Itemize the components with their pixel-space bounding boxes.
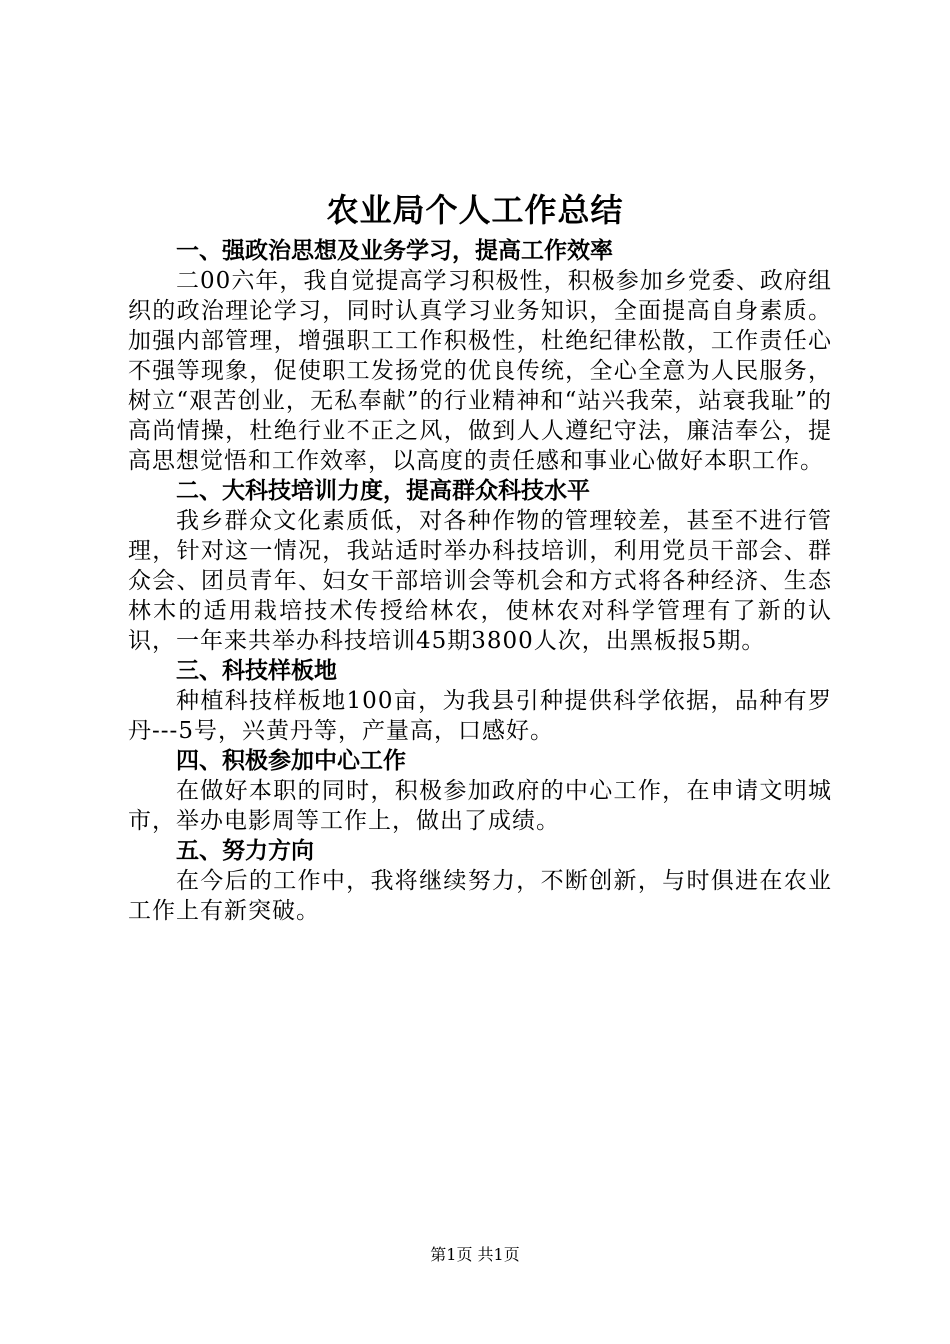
page-footer: 第1页 共1页 bbox=[430, 1245, 520, 1264]
document-title: 农业局个人工作总结 bbox=[326, 191, 624, 229]
section-heading: 一、强政治思想及业务学习，提高工作效率 bbox=[176, 238, 613, 264]
section-heading: 四、积极参加中心工作 bbox=[176, 748, 406, 774]
section-heading: 二、大科技培训力度，提高群众科技水平 bbox=[176, 478, 590, 504]
section-1 bbox=[128, 236, 832, 476]
document-body bbox=[128, 236, 832, 926]
section-paragraph: 种植科技样板地100亩，为我县引种提供科学依据，品种有罗丹---5号，兴黄丹等，产量高，口感好。 bbox=[128, 688, 832, 744]
section-heading: 三、科技样板地 bbox=[176, 658, 337, 684]
section-2 bbox=[128, 476, 832, 656]
section-5 bbox=[128, 836, 832, 926]
section-heading: 五、努力方向 bbox=[176, 838, 314, 864]
section-paragraph: 在做好本职的同时，积极参加政府的中心工作，在申请文明城市，举办电影周等工作上，做出了成绩。 bbox=[128, 778, 832, 834]
section-paragraph: 我乡群众文化素质低，对各种作物的管理较差，甚至不进行管理，针对这一情况，我站适时举办科技培训，利用党员干部会、群众会、团员青年、妇女干部培训会等机会和方式将各种经济、生态林木的适用栽培技术传授给林农，使林农对科学管理有了新的认识，一年来共举办科技培训45期3800人次，出黑板报5期。 bbox=[128, 508, 832, 654]
section-paragraph: 二00六年，我自觉提高学习积极性，积极参加乡党委、政府组织的政治理论学习，同时认真学习业务知识，全面提高自身素质。加强内部管理，增强职工工作积极性，杜绝纪律松散，工作责任心不强等现象，促使职工发扬党的优良传统，全心全意为人民服务，树立“艰苦创业，无私奉献”的行业精神和“站兴我荣，站衰我耻”的高尚情操，杜绝行业不正之风，做到人人遵纪守法，廉洁奉公，提高思想觉悟和工作效率，以高度的责任感和事业心做好本职工作。 bbox=[128, 268, 832, 474]
section-paragraph: 在今后的工作中，我将继续努力，不断创新，与时俱进在农业工作上有新突破。 bbox=[128, 868, 832, 924]
section-3 bbox=[128, 656, 832, 746]
section-4 bbox=[128, 746, 832, 836]
